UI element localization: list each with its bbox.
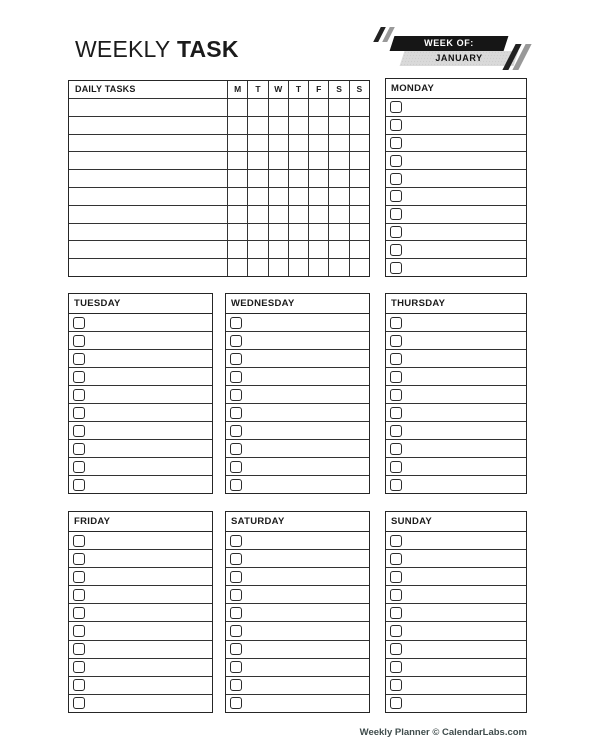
task-row xyxy=(226,567,369,585)
day-check-cell xyxy=(349,259,369,276)
day-box-wednesday xyxy=(225,293,370,494)
task-checkbox[interactable] xyxy=(73,335,85,347)
task-row xyxy=(69,349,212,367)
task-row xyxy=(386,223,526,241)
task-name-cell xyxy=(69,241,227,258)
task-row xyxy=(226,603,369,621)
task-row xyxy=(386,116,526,134)
task-row xyxy=(386,532,526,549)
day-check-cell xyxy=(227,259,247,276)
task-checkbox[interactable] xyxy=(390,317,402,329)
day-check-cell xyxy=(227,188,247,205)
task-row xyxy=(386,475,526,493)
task-row xyxy=(69,676,212,694)
task-checkbox[interactable] xyxy=(73,317,85,329)
daily-task-row xyxy=(69,223,369,241)
task-checkbox[interactable] xyxy=(390,208,402,220)
task-row xyxy=(226,475,369,493)
day-check-cell xyxy=(288,117,308,134)
page-title xyxy=(75,36,239,63)
week-of-banner xyxy=(392,36,506,51)
day-check-cell xyxy=(288,259,308,276)
task-row xyxy=(226,694,369,712)
day-box-sunday xyxy=(385,511,527,713)
task-row xyxy=(226,658,369,676)
day-check-cell xyxy=(328,259,348,276)
task-row xyxy=(386,694,526,712)
task-checkbox[interactable] xyxy=(230,371,242,383)
day-column-header: S xyxy=(349,81,369,98)
daily-tasks-header-row xyxy=(69,81,369,98)
day-check-cell xyxy=(288,135,308,152)
day-check-cell xyxy=(288,224,308,241)
month-label: JANUARY xyxy=(435,53,483,63)
day-check-cell xyxy=(328,170,348,187)
task-row xyxy=(226,349,369,367)
day-check-cell xyxy=(247,99,267,116)
day-check-cell xyxy=(328,224,348,241)
task-checkbox[interactable] xyxy=(230,389,242,401)
task-row xyxy=(69,385,212,403)
daily-tasks-table xyxy=(68,80,370,277)
day-box-body xyxy=(226,314,369,493)
day-check-cell xyxy=(349,241,369,258)
task-row xyxy=(386,99,526,116)
task-row xyxy=(69,475,212,493)
task-row xyxy=(69,403,212,421)
task-row xyxy=(69,549,212,567)
day-check-cell xyxy=(268,152,288,169)
day-check-cell xyxy=(247,135,267,152)
day-column-header: F xyxy=(308,81,328,98)
day-check-cell xyxy=(308,206,328,223)
task-checkbox[interactable] xyxy=(390,173,402,185)
task-row xyxy=(386,585,526,603)
task-checkbox[interactable] xyxy=(230,571,242,583)
task-checkbox[interactable] xyxy=(230,643,242,655)
task-row xyxy=(69,367,212,385)
task-checkbox[interactable] xyxy=(73,625,85,637)
task-checkbox[interactable] xyxy=(390,607,402,619)
day-check-cell xyxy=(328,241,348,258)
task-row xyxy=(386,403,526,421)
day-check-cell xyxy=(227,99,247,116)
task-checkbox[interactable] xyxy=(73,553,85,565)
task-checkbox[interactable] xyxy=(230,317,242,329)
task-row xyxy=(69,603,212,621)
task-row xyxy=(386,367,526,385)
task-row xyxy=(386,549,526,567)
day-check-cell xyxy=(247,259,267,276)
task-checkbox[interactable] xyxy=(230,625,242,637)
task-row xyxy=(226,457,369,475)
day-check-cell xyxy=(328,117,348,134)
day-check-cell xyxy=(349,152,369,169)
day-check-cell xyxy=(288,206,308,223)
task-row xyxy=(69,439,212,457)
day-box-title: WEDNESDAY xyxy=(226,294,369,314)
task-checkbox[interactable] xyxy=(73,607,85,619)
day-check-cell xyxy=(328,135,348,152)
task-name-cell xyxy=(69,224,227,241)
day-check-cell xyxy=(268,99,288,116)
task-checkbox[interactable] xyxy=(390,389,402,401)
day-check-cell xyxy=(308,241,328,258)
daily-task-row xyxy=(69,169,369,187)
day-box-title: SATURDAY xyxy=(226,512,369,532)
day-column-header: M xyxy=(227,81,247,98)
task-row xyxy=(386,658,526,676)
task-checkbox[interactable] xyxy=(230,535,242,547)
task-checkbox[interactable] xyxy=(73,571,85,583)
task-row xyxy=(226,532,369,549)
task-row xyxy=(386,603,526,621)
task-row xyxy=(226,421,369,439)
task-checkbox[interactable] xyxy=(230,353,242,365)
day-check-cell xyxy=(268,224,288,241)
task-row xyxy=(226,385,369,403)
day-check-cell xyxy=(308,135,328,152)
day-check-cell xyxy=(247,188,267,205)
daily-task-row xyxy=(69,205,369,223)
day-check-cell xyxy=(308,170,328,187)
day-box-tuesday xyxy=(68,293,213,494)
task-checkbox[interactable] xyxy=(73,353,85,365)
task-row xyxy=(386,621,526,639)
day-check-cell xyxy=(227,241,247,258)
task-row xyxy=(386,331,526,349)
task-checkbox[interactable] xyxy=(390,371,402,383)
task-checkbox[interactable] xyxy=(73,443,85,455)
task-row xyxy=(226,331,369,349)
task-checkbox[interactable] xyxy=(390,589,402,601)
task-row xyxy=(386,314,526,331)
task-row xyxy=(69,621,212,639)
day-box-title: MONDAY xyxy=(386,79,526,99)
daily-task-row xyxy=(69,151,369,169)
task-name-cell xyxy=(69,99,227,116)
day-check-cell xyxy=(288,170,308,187)
task-name-cell xyxy=(69,206,227,223)
task-checkbox[interactable] xyxy=(390,101,402,113)
day-check-cell xyxy=(288,188,308,205)
day-check-cell xyxy=(247,117,267,134)
task-checkbox[interactable] xyxy=(230,589,242,601)
day-check-cell xyxy=(268,188,288,205)
task-row xyxy=(386,385,526,403)
day-check-cell xyxy=(268,170,288,187)
day-box-body xyxy=(386,314,526,493)
day-check-cell xyxy=(349,224,369,241)
task-checkbox[interactable] xyxy=(390,155,402,167)
day-check-cell xyxy=(308,152,328,169)
task-checkbox[interactable] xyxy=(73,589,85,601)
task-row xyxy=(69,331,212,349)
day-box-title: FRIDAY xyxy=(69,512,212,532)
task-row xyxy=(69,314,212,331)
task-checkbox[interactable] xyxy=(73,643,85,655)
day-box-saturday xyxy=(225,511,370,713)
task-row xyxy=(386,205,526,223)
task-row xyxy=(386,349,526,367)
task-row xyxy=(386,676,526,694)
day-check-cell xyxy=(288,99,308,116)
task-row xyxy=(226,585,369,603)
task-name-cell xyxy=(69,152,227,169)
task-checkbox[interactable] xyxy=(390,353,402,365)
task-checkbox[interactable] xyxy=(230,461,242,473)
task-checkbox[interactable] xyxy=(390,262,402,274)
task-checkbox[interactable] xyxy=(390,461,402,473)
day-box-title: SUNDAY xyxy=(386,512,526,532)
day-check-cell xyxy=(308,117,328,134)
task-checkbox[interactable] xyxy=(230,479,242,491)
task-row xyxy=(386,151,526,169)
task-checkbox[interactable] xyxy=(230,335,242,347)
task-name-cell xyxy=(69,259,227,276)
task-row xyxy=(386,134,526,152)
task-row xyxy=(69,532,212,549)
daily-task-row xyxy=(69,116,369,134)
task-row xyxy=(386,640,526,658)
task-row xyxy=(386,457,526,475)
task-checkbox[interactable] xyxy=(390,571,402,583)
task-checkbox[interactable] xyxy=(390,244,402,256)
task-checkbox[interactable] xyxy=(73,679,85,691)
day-check-cell xyxy=(227,170,247,187)
day-box-body xyxy=(226,532,369,712)
footer-credit: Weekly Planner © CalendarLabs.com xyxy=(359,727,527,738)
task-checkbox[interactable] xyxy=(390,535,402,547)
day-check-cell xyxy=(268,135,288,152)
day-column-header: T xyxy=(247,81,267,98)
day-check-cell xyxy=(247,170,267,187)
page-title-bold: TASK xyxy=(176,36,239,62)
day-box-thursday xyxy=(385,293,527,494)
page-title-light: WEEKLY xyxy=(75,36,171,62)
task-checkbox[interactable] xyxy=(390,625,402,637)
task-row xyxy=(386,187,526,205)
task-checkbox[interactable] xyxy=(73,661,85,673)
task-checkbox[interactable] xyxy=(230,553,242,565)
day-check-cell xyxy=(349,99,369,116)
task-checkbox[interactable] xyxy=(73,461,85,473)
task-name-cell xyxy=(69,188,227,205)
task-row xyxy=(226,314,369,331)
day-box-monday xyxy=(385,78,527,277)
day-check-cell xyxy=(308,99,328,116)
day-box-title: TUESDAY xyxy=(69,294,212,314)
task-row xyxy=(69,457,212,475)
task-checkbox[interactable] xyxy=(390,190,402,202)
day-check-cell xyxy=(227,135,247,152)
daily-task-row xyxy=(69,240,369,258)
task-row xyxy=(226,403,369,421)
task-checkbox[interactable] xyxy=(230,607,242,619)
task-name-cell xyxy=(69,117,227,134)
month-banner xyxy=(402,51,516,66)
day-check-cell xyxy=(227,152,247,169)
week-of-label: WEEK OF: xyxy=(424,38,474,48)
day-check-cell xyxy=(349,170,369,187)
day-check-cell xyxy=(247,206,267,223)
task-row xyxy=(69,421,212,439)
task-checkbox[interactable] xyxy=(230,679,242,691)
daily-task-row xyxy=(69,258,369,276)
task-checkbox[interactable] xyxy=(390,425,402,437)
task-checkbox[interactable] xyxy=(73,479,85,491)
task-name-cell xyxy=(69,135,227,152)
daily-task-row xyxy=(69,187,369,205)
day-box-body xyxy=(69,532,212,712)
day-box-title: THURSDAY xyxy=(386,294,526,314)
day-check-cell xyxy=(227,206,247,223)
task-checkbox[interactable] xyxy=(390,407,402,419)
day-check-cell xyxy=(349,188,369,205)
task-checkbox[interactable] xyxy=(390,661,402,673)
task-row xyxy=(226,439,369,457)
day-check-cell xyxy=(328,99,348,116)
task-checkbox[interactable] xyxy=(73,535,85,547)
task-checkbox[interactable] xyxy=(230,661,242,673)
task-checkbox[interactable] xyxy=(390,137,402,149)
task-checkbox[interactable] xyxy=(390,679,402,691)
day-check-cell xyxy=(288,241,308,258)
task-row xyxy=(69,567,212,585)
day-check-cell xyxy=(227,117,247,134)
task-row xyxy=(386,169,526,187)
daily-tasks-header: DAILY TASKS xyxy=(75,84,136,94)
daily-task-row xyxy=(69,134,369,152)
task-checkbox[interactable] xyxy=(390,119,402,131)
task-row xyxy=(386,567,526,585)
task-checkbox[interactable] xyxy=(73,371,85,383)
task-row xyxy=(386,439,526,457)
task-row xyxy=(226,549,369,567)
day-check-cell xyxy=(349,117,369,134)
task-row xyxy=(226,367,369,385)
day-box-body xyxy=(69,314,212,493)
day-box-friday xyxy=(68,511,213,713)
task-row xyxy=(386,421,526,439)
day-column-header: W xyxy=(268,81,288,98)
task-checkbox[interactable] xyxy=(390,697,402,709)
day-check-cell xyxy=(308,259,328,276)
task-checkbox[interactable] xyxy=(73,425,85,437)
task-checkbox[interactable] xyxy=(390,643,402,655)
task-row xyxy=(226,621,369,639)
task-row xyxy=(69,658,212,676)
task-row xyxy=(69,585,212,603)
task-checkbox[interactable] xyxy=(230,697,242,709)
day-check-cell xyxy=(308,188,328,205)
day-check-cell xyxy=(349,135,369,152)
task-checkbox[interactable] xyxy=(73,407,85,419)
day-check-cell xyxy=(328,188,348,205)
task-row xyxy=(226,640,369,658)
task-checkbox[interactable] xyxy=(390,443,402,455)
task-row xyxy=(226,676,369,694)
day-box-body xyxy=(386,532,526,712)
day-check-cell xyxy=(328,152,348,169)
task-name-cell xyxy=(69,170,227,187)
day-column-header: S xyxy=(328,81,348,98)
task-checkbox[interactable] xyxy=(390,335,402,347)
day-check-cell xyxy=(247,224,267,241)
day-check-cell xyxy=(227,224,247,241)
task-checkbox[interactable] xyxy=(390,479,402,491)
day-check-cell xyxy=(328,206,348,223)
day-box-body xyxy=(386,99,526,276)
day-check-cell xyxy=(268,241,288,258)
task-checkbox[interactable] xyxy=(73,389,85,401)
task-row xyxy=(386,240,526,258)
task-row xyxy=(69,640,212,658)
day-check-cell xyxy=(308,224,328,241)
task-row xyxy=(69,694,212,712)
task-checkbox[interactable] xyxy=(230,407,242,419)
day-check-cell xyxy=(268,259,288,276)
task-checkbox[interactable] xyxy=(73,697,85,709)
day-check-cell xyxy=(247,152,267,169)
task-checkbox[interactable] xyxy=(390,553,402,565)
day-column-header: T xyxy=(288,81,308,98)
day-check-cell xyxy=(349,206,369,223)
day-check-cell xyxy=(268,117,288,134)
daily-task-row xyxy=(69,98,369,116)
task-checkbox[interactable] xyxy=(230,443,242,455)
day-check-cell xyxy=(268,206,288,223)
task-row xyxy=(386,258,526,276)
day-check-cell xyxy=(247,241,267,258)
task-checkbox[interactable] xyxy=(390,226,402,238)
task-checkbox[interactable] xyxy=(230,425,242,437)
day-check-cell xyxy=(288,152,308,169)
